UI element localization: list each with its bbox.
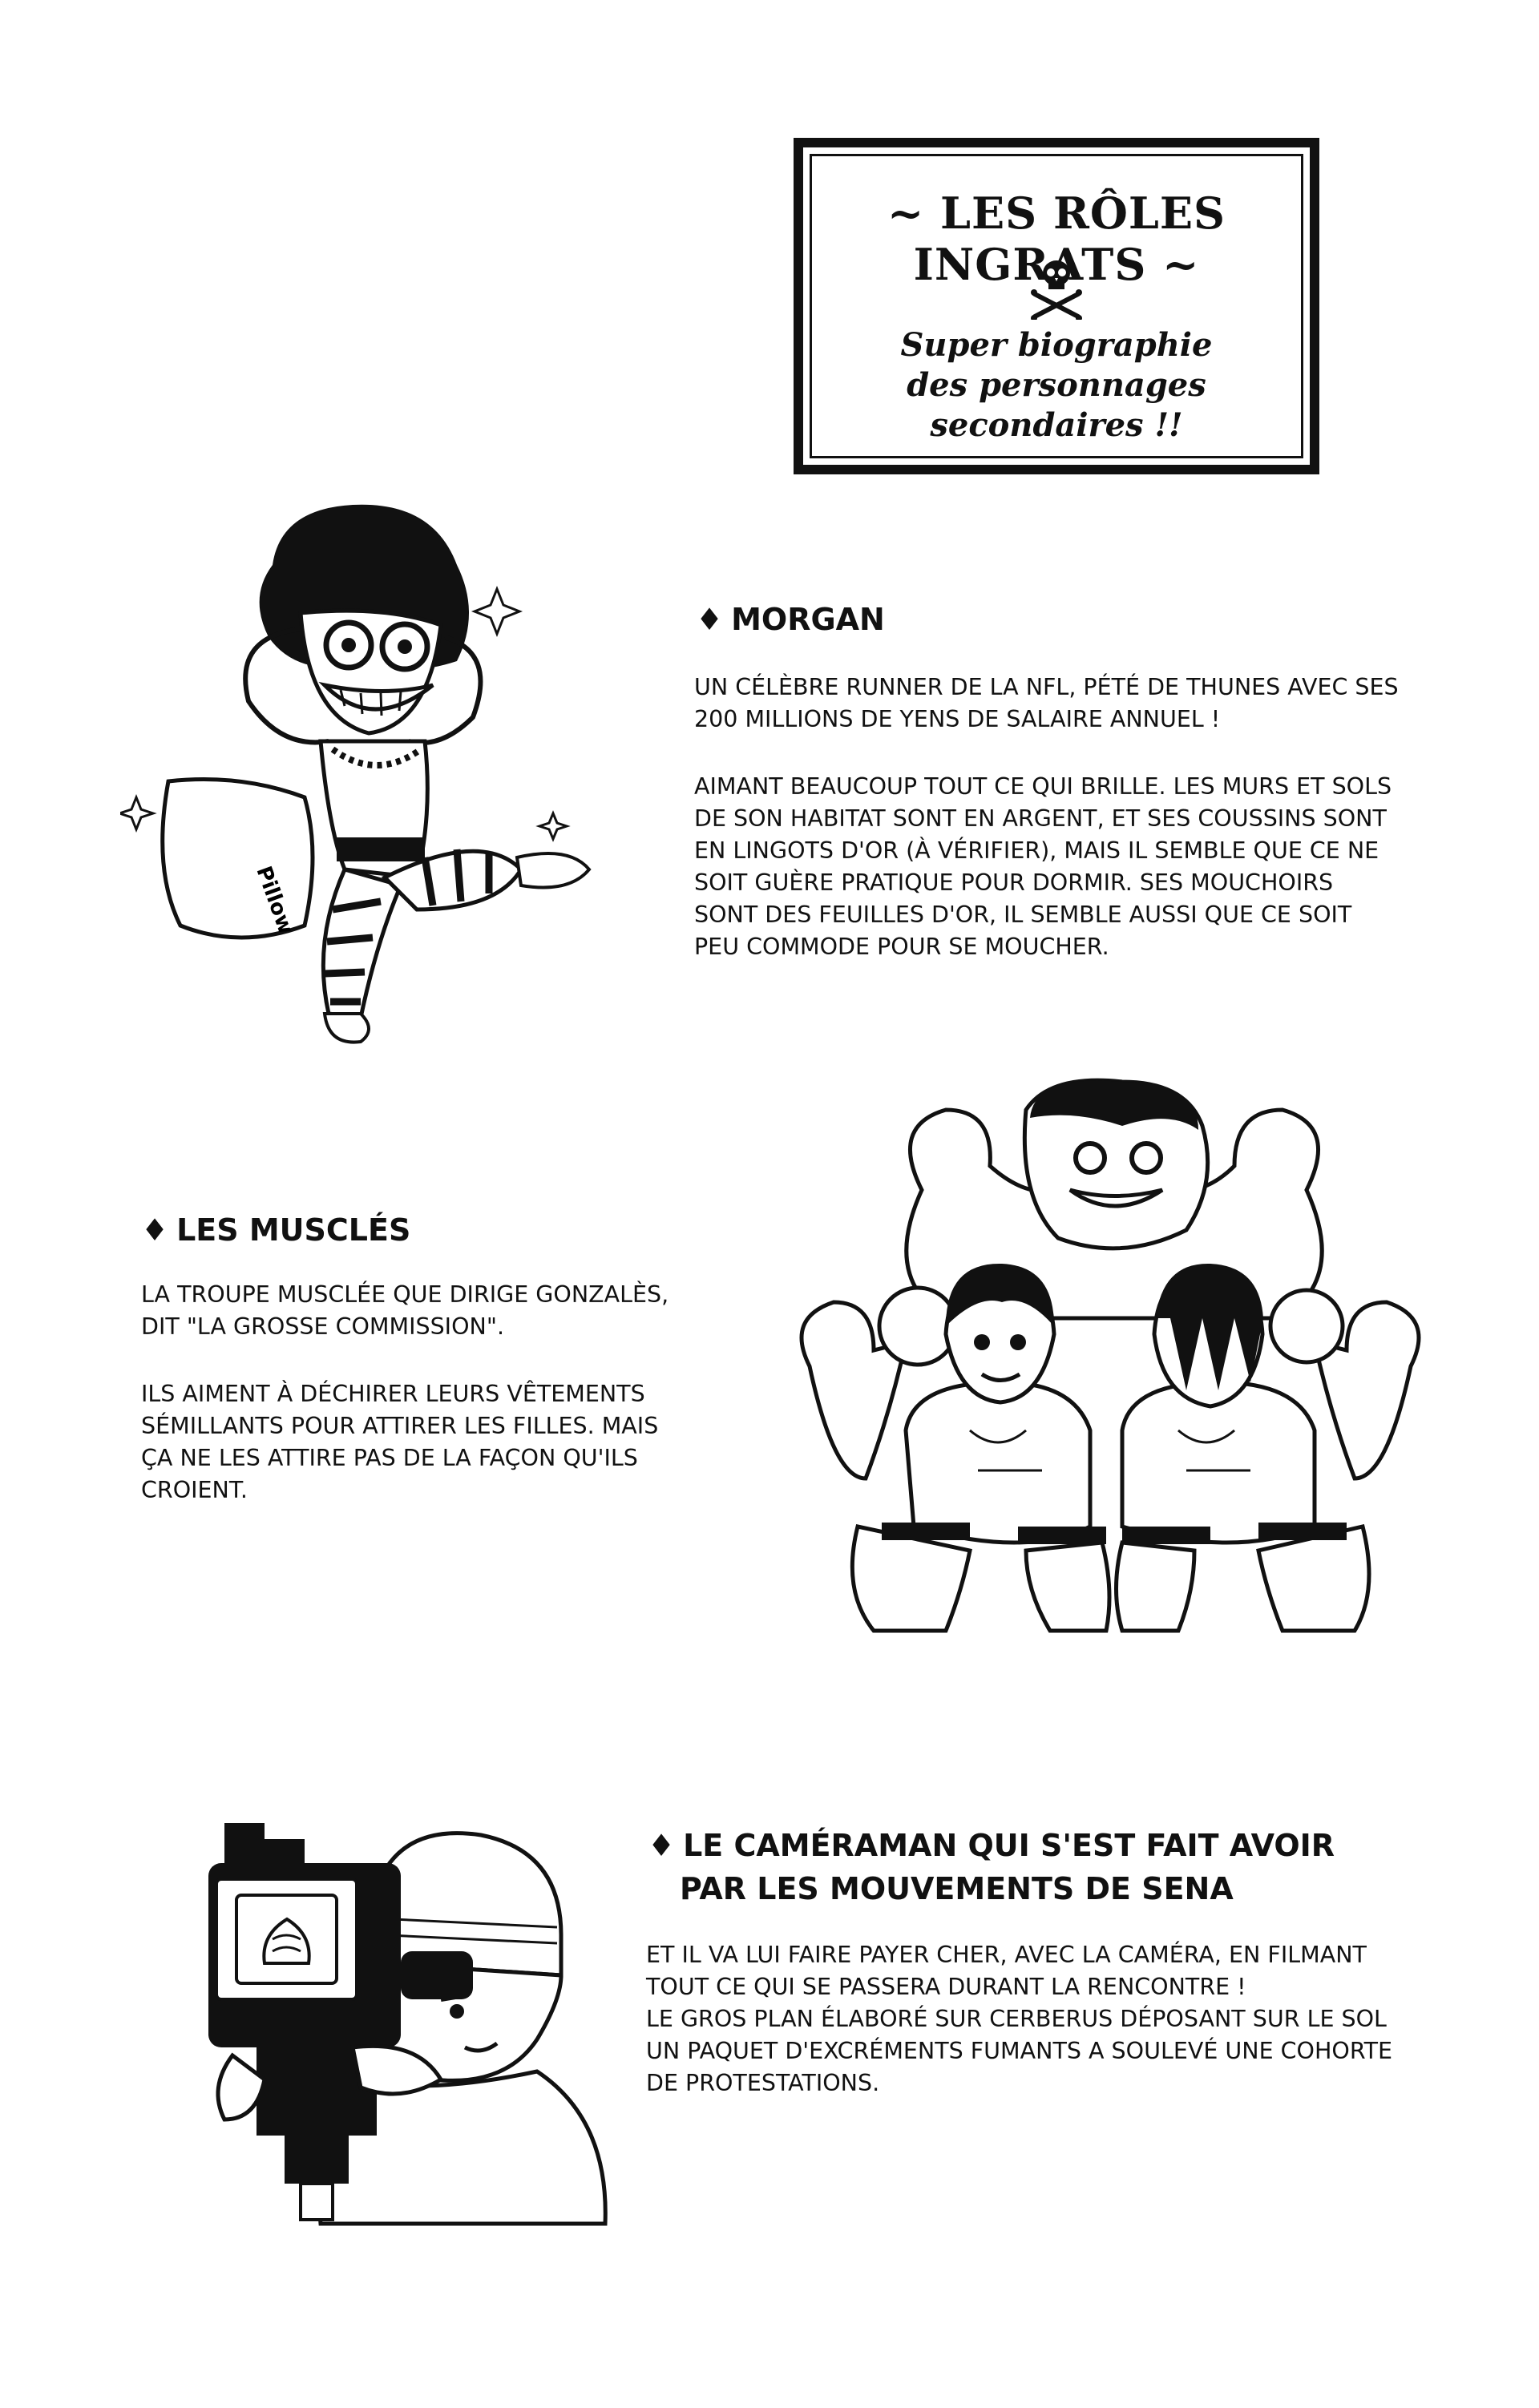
text-line: SONT DES FEUILLES D'OR, IL SEMBLE AUSSI QUE CE SOIT [694, 901, 1352, 928]
section-title-text: MORGAN [731, 602, 885, 637]
text-line: SOIT GUÈRE PRATIQUE POUR DORMIR. SES MOUCHOIRS [694, 869, 1334, 896]
section-title-text: LE CAMÉRAMAN QUI S'EST FAIT AVOIR [683, 1828, 1335, 1863]
text-line: PEU COMMODE POUR SE MOUCHER. [694, 934, 1109, 960]
subtitle-line: Super biographie [900, 326, 1213, 364]
text-line: UN CÉLÈBRE RUNNER DE LA NFL, PÉTÉ DE THUNES AVEC SES [694, 674, 1399, 700]
section-title-morgan [696, 598, 885, 641]
section-title-muscles [141, 1208, 410, 1252]
diamond-icon: ♦ [648, 1828, 676, 1863]
title-line: PAR LES MOUVEMENTS DE SENA [680, 1871, 1234, 1906]
text-line: TOUT CE QUI SE PASSERA DURANT LA RENCONTRE ! [646, 1974, 1246, 2000]
text-line: CROIENT. [141, 1477, 248, 1503]
text-line: LE GROS PLAN ÉLABORÉ SUR CERBERUS DÉPOSANT SUR LE SOL [646, 2006, 1387, 2032]
text-line: EN LINGOTS D'OR (À VÉRIFIER), MAIS IL SEMBLE QUE CE NE [694, 837, 1379, 864]
title-panel [794, 138, 1319, 474]
text-line: 200 MILLIONS DE YENS DE SALAIRE ANNUEL ! [694, 706, 1221, 732]
text-line: DIT "LA GROSSE COMMISSION". [141, 1313, 505, 1340]
text-line: ET IL VA LUI FAIRE PAYER CHER, AVEC LA CAMÉRA, EN FILMANT [646, 1942, 1367, 1968]
diamond-icon: ♦ [141, 1212, 169, 1248]
muscles-paragraph-2 [141, 1378, 658, 1507]
muscles-paragraph-1 [141, 1279, 669, 1343]
section-title-text: LES MUSCLÉS [176, 1212, 411, 1248]
page-title: ~ LES RÔLES INGRATS ~ [887, 188, 1226, 290]
title-line [648, 1824, 1335, 1867]
skull-crossbones-icon [1030, 256, 1083, 320]
section-title-cameraman [648, 1824, 1335, 1910]
cameraman-paragraph [646, 1939, 1392, 2099]
text-line: ILS AIMENT À DÉCHIRER LEURS VÊTEMENTS [141, 1381, 645, 1407]
pillow-label: Pillow [251, 863, 298, 938]
morgan-paragraph-1 [694, 672, 1399, 736]
morgan-paragraph-2 [694, 771, 1392, 963]
text-line: SÉMILLANTS POUR ATTIRER LES FILLES. MAIS [141, 1413, 659, 1439]
text-line: UN PAQUET D'EXCRÉMENTS FUMANTS A SOULEVÉ UNE COHORTE [646, 2038, 1392, 2064]
page-subtitle [803, 325, 1310, 446]
text-line: DE PROTESTATIONS. [646, 2070, 880, 2096]
text-line: DE SON HABITAT SONT EN ARGENT, ET SES COUSSINS SONT [694, 805, 1387, 832]
morgan-illustration [120, 493, 593, 1046]
muscles-illustration [786, 1078, 1435, 1639]
subtitle-line: des personnages [907, 366, 1206, 404]
cameraman-illustration [160, 1815, 609, 2232]
text-line: LA TROUPE MUSCLÉE QUE DIRIGE GONZALÈS, [141, 1281, 669, 1308]
diamond-icon: ♦ [696, 602, 724, 637]
text-line: AIMANT BEAUCOUP TOUT CE QUI BRILLE. LES MURS ET SOLS [694, 773, 1392, 800]
subtitle-line: secondaires !! [930, 406, 1183, 444]
text-line: ÇA NE LES ATTIRE PAS DE LA FAÇON QU'ILS [141, 1445, 638, 1471]
